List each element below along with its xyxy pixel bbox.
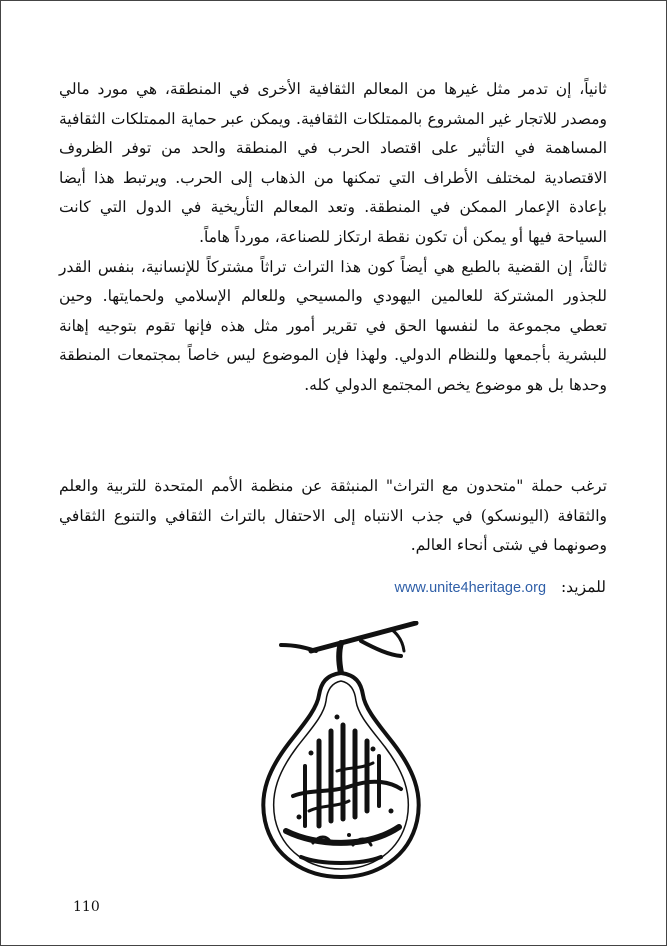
paragraph-campaign: ترغب حملة "متحدون مع التراث" المنبثقة عن منظمة الأمم المتحدة للتربية والعلم والثقافة (اليونسكو) في جذب الانتباه إلى الاحتفال بالتراث الثقافي والتنوع الثقافي وصونهما في شتى أنحاء العالم. bbox=[59, 477, 607, 555]
body-text-top bbox=[59, 75, 607, 401]
more-info-label: للمزيد: bbox=[560, 578, 606, 596]
paragraph-third-reason: ثالثاً، إن القضية بالطبع هي أيضاً كون هذا التراث تراثاً مشتركاً للإنسانية، بنفس القدر للجذور المشتركة للعالمين اليهودي والمسيحي وللعالم الإسلامي ولحمايتها. وحين تعطي مجموعة ما لنفسها الحق في تقرير أمور مثل هذه فإنها تقوم بتوجيه إهانة للبشرية بأجمعها وللنظام الدولي. ولهذا فإن الموضوع ليس خاصاً بمجتمعات المنطقة وحدها بل هو موضوع يخص المجتمع الدولي كله. bbox=[59, 257, 607, 394]
more-info-link[interactable]: www.unite4heritage.org bbox=[394, 580, 547, 596]
more-info-row bbox=[59, 573, 606, 602]
page-number: 110 bbox=[73, 899, 100, 915]
pear-basmala-calligraphy-icon bbox=[241, 621, 441, 881]
paragraph-second-reason: ثانياً، إن تدمر مثل غيرها من المعالم الثقافية الأخرى في المنطقة، هي مورد مالي ومصدر للاتجار غير المشروع بالممتلكات الثقافية. ويمكن عبر حماية الممتلكات الثقافية المساهمة في التأثير على اقتصاد الحرب في المنطقة والحد من توفر الظروف الاقتصادية لمختلف الأطراف التي تمكنها من الذهاب إلى الحرب. ويرتبط هذا أيضا بإعادة الإعمار الممكن في المنطقة. وتعد المعالم التأريخية في الدول التي كانت السياحة فيها أو يمكن أن تكون نقطة ارتكاز للصناعة، مورداً هاماً. bbox=[59, 80, 607, 246]
body-text-campaign bbox=[59, 472, 607, 561]
